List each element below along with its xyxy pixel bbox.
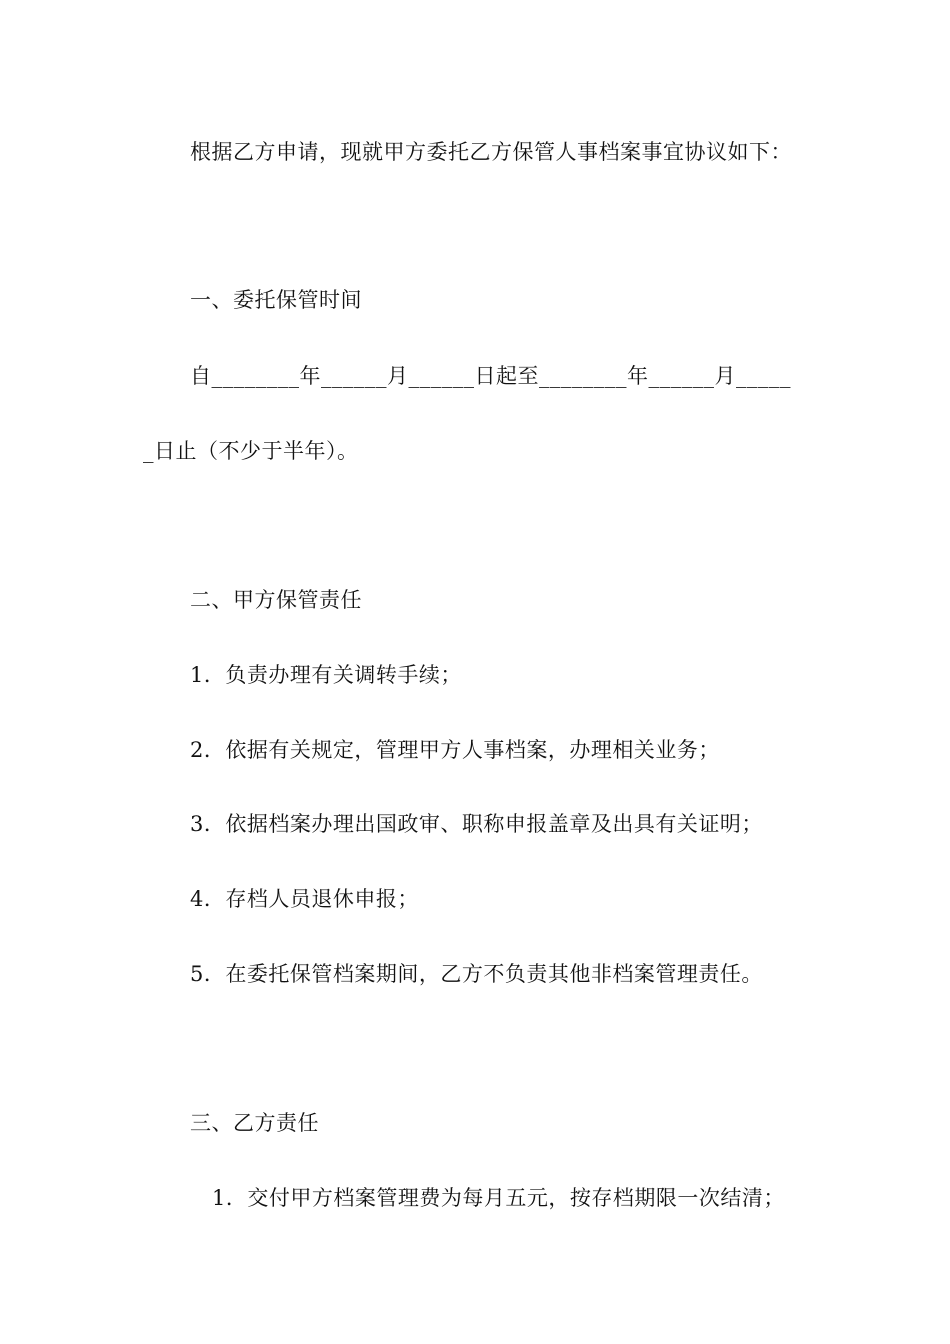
- section-1-heading: 一、委托保管时间: [190, 288, 362, 312]
- section-1-date-line: 自________年______月______日起至________年______月_____: [190, 364, 791, 388]
- section-2-item: 1．负责办理有关调转手续；: [190, 663, 462, 687]
- section-1-date-line-continued: _日止（不少于半年）。: [143, 439, 359, 463]
- section-2-item: 4．存档人员退休申报；: [190, 887, 419, 911]
- section-3-heading: 三、乙方责任: [190, 1111, 319, 1135]
- section-2-heading: 二、甲方保管责任: [190, 588, 362, 612]
- intro-paragraph: 根据乙方申请，现就甲方委托乙方保管人事档案事宜协议如下：: [190, 140, 792, 164]
- section-2-item: 5．在委托保管档案期间，乙方不负责其他非档案管理责任。: [190, 962, 763, 986]
- section-2-item: 2．依据有关规定，管理甲方人事档案，办理相关业务；: [190, 738, 720, 762]
- section-2-item: 3．依据档案办理出国政审、职称申报盖章及出具有关证明；: [190, 812, 763, 836]
- section-3-item: 1．交付甲方档案管理费为每月五元，按存档期限一次结清；: [212, 1186, 785, 1210]
